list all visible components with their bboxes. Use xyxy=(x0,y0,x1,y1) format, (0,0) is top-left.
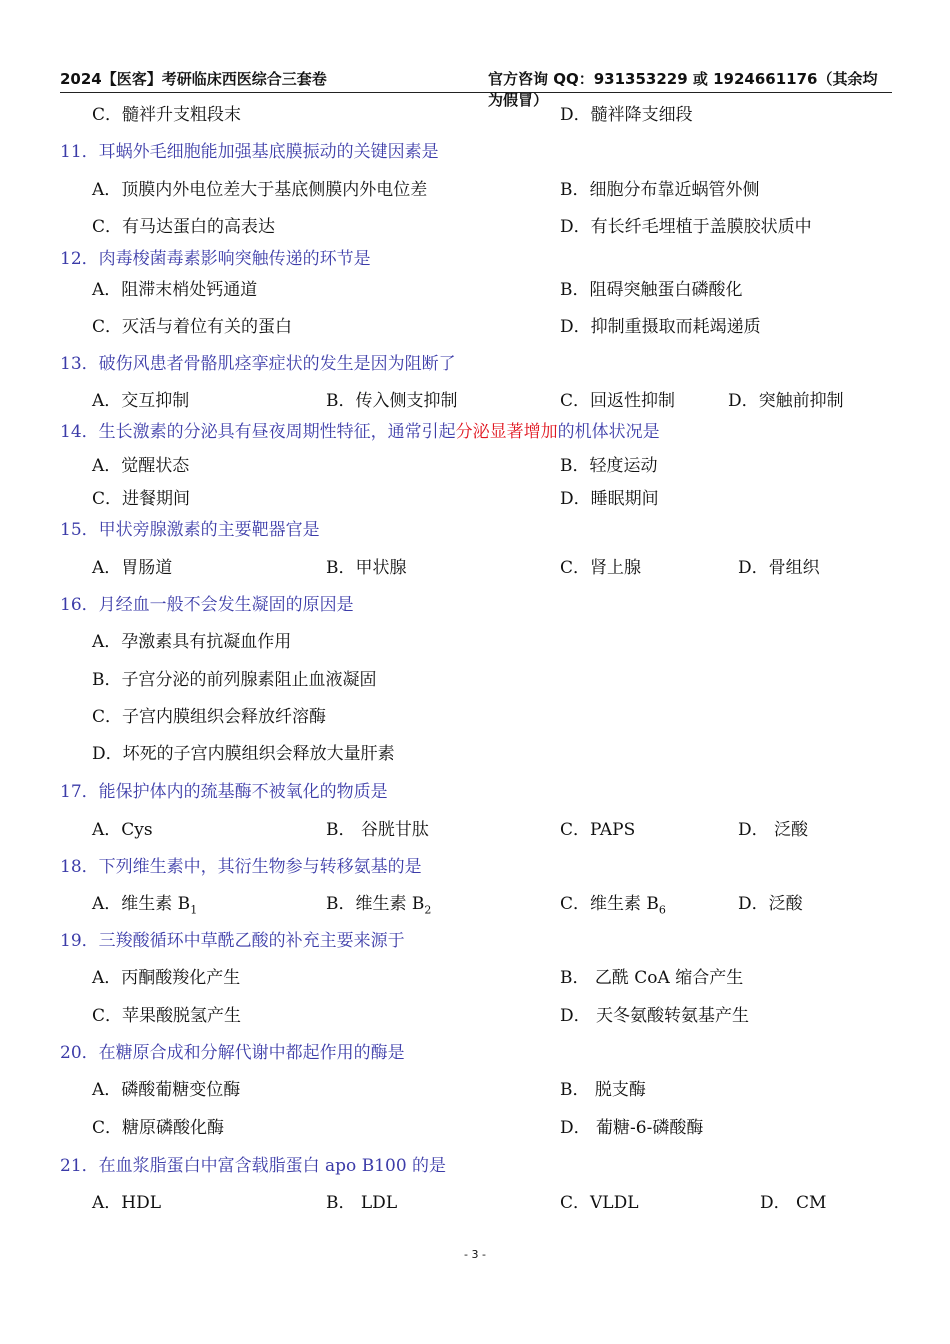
q17-option-c: C．PAPS xyxy=(560,820,636,840)
q14-stem-pre: 14．生长激素的分泌具有昼夜周期性特征，通常引起 xyxy=(60,422,456,442)
q18-option-a-sub: 1 xyxy=(190,903,198,917)
q21-option-b: B． LDL xyxy=(326,1193,398,1213)
q14-stem xyxy=(60,417,660,442)
q15-option-a: A．胃肠道 xyxy=(92,558,173,578)
q15-option-d: D．骨组织 xyxy=(738,558,820,578)
q12-option-a: A．阻滞末梢处钙通道 xyxy=(92,280,258,300)
q15-stem: 15．甲状旁腺激素的主要靶器官是 xyxy=(60,520,320,540)
q14-stem-highlight: 分泌显著增加 xyxy=(455,422,558,442)
q11-option-a: A．顶膜内外电位差大于基底侧膜内外电位差 xyxy=(92,180,428,200)
q15-option-b: B．甲状腺 xyxy=(326,558,407,578)
q21-option-a: A．HDL xyxy=(92,1193,162,1213)
q14-option-b: B．轻度运动 xyxy=(560,456,658,476)
q21-option-c: C．VLDL xyxy=(560,1193,639,1213)
q19-stem: 19．三羧酸循环中草酰乙酸的补充主要来源于 xyxy=(60,931,405,951)
q17-option-b: B． 谷胱甘肽 xyxy=(326,820,429,840)
q13-option-a: A．交互抑制 xyxy=(92,391,190,411)
q12-option-c: C．灭活与着位有关的蛋白 xyxy=(92,317,293,337)
q13-option-d: D．突触前抑制 xyxy=(728,391,844,411)
q14-option-c: C．进餐期间 xyxy=(92,489,191,509)
q13-option-b: B．传入侧支抑制 xyxy=(326,391,458,411)
q11-option-b: B．细胞分布靠近蜗管外侧 xyxy=(560,180,760,200)
q12-option-d: D．抑制重摄取而耗竭递质 xyxy=(560,317,761,337)
q18-option-b xyxy=(326,889,431,916)
page-number: - 3 - xyxy=(464,1248,486,1261)
q11-option-d: D．有长纤毛埋植于盖膜胶状质中 xyxy=(560,217,812,237)
q15-option-c: C．肾上腺 xyxy=(560,558,642,578)
q20-option-d: D． 葡糖-6-磷酸酶 xyxy=(560,1118,704,1138)
q18-option-b-text: B．维生素 B xyxy=(326,894,425,914)
q16-stem: 16．月经血一般不会发生凝固的原因是 xyxy=(60,595,354,615)
q18-option-b-sub: 2 xyxy=(424,903,432,917)
q21-option-d: D． CM xyxy=(760,1193,827,1213)
q14-option-d: D．睡眠期间 xyxy=(560,489,659,509)
q16-option-a: A．孕激素具有抗凝血作用 xyxy=(92,632,292,652)
q17-option-a: A．Cys xyxy=(92,820,153,840)
q20-option-c: C．糖原磷酸化酶 xyxy=(92,1118,225,1138)
q16-option-d: D．坏死的子宫内膜组织会释放大量肝素 xyxy=(92,744,395,764)
q18-option-c-sub: 6 xyxy=(658,903,666,917)
q17-option-d: D． 泛酸 xyxy=(738,820,809,840)
q18-option-c-text: C．维生素 B xyxy=(560,894,659,914)
q19-option-d: D． 天冬氨酸转氨基产生 xyxy=(560,1006,750,1026)
q10-option-d: D．髓袢降支细段 xyxy=(560,105,693,125)
q18-option-c xyxy=(560,889,666,916)
q11-stem: 11．耳蜗外毛细胞能加强基底膜振动的关键因素是 xyxy=(60,142,439,162)
q14-option-a: A．觉醒状态 xyxy=(92,456,190,476)
q11-option-c: C．有马达蛋白的高表达 xyxy=(92,217,276,237)
q19-option-c: C．苹果酸脱氢产生 xyxy=(92,1006,242,1026)
q21-stem: 21．在血浆脂蛋白中富含载脂蛋白 apo B100 的是 xyxy=(60,1156,447,1176)
q20-option-a: A．磷酸葡糖变位酶 xyxy=(92,1080,241,1100)
q16-option-b: B．子宫分泌的前列腺素阻止血液凝固 xyxy=(92,670,377,690)
q16-option-c: C．子宫内膜组织会释放纤溶酶 xyxy=(92,707,327,727)
q20-option-b: B． 脱支酶 xyxy=(560,1080,646,1100)
q12-option-b: B．阻碍突触蛋白磷酸化 xyxy=(560,280,743,300)
q13-stem: 13．破伤风患者骨骼肌痉挛症状的发生是因为阻断了 xyxy=(60,354,456,374)
q17-stem: 17．能保护体内的巯基酶不被氧化的物质是 xyxy=(60,782,388,802)
q20-stem: 20．在糖原合成和分解代谢中都起作用的酶是 xyxy=(60,1043,405,1063)
q19-option-a: A．丙酮酸羧化产生 xyxy=(92,968,241,988)
header-title: 2024【医客】考研临床西医综合三套卷 xyxy=(60,70,327,88)
q18-stem: 18．下列维生素中，其衍生物参与转移氨基的是 xyxy=(60,857,422,877)
q18-option-d: D．泛酸 xyxy=(738,894,803,914)
header-contact: 官方咨询 QQ：931353229 或 1924661176（其余均为假冒） xyxy=(488,70,878,109)
q19-option-b: B． 乙酰 CoA 缩合产生 xyxy=(560,968,744,988)
page-header xyxy=(60,66,892,109)
q13-option-c: C．回返性抑制 xyxy=(560,391,676,411)
q14-stem-post: 的机体状况是 xyxy=(557,422,660,442)
q18-option-a-text: A．维生素 B xyxy=(92,894,191,914)
q10-option-c: C．髓袢升支粗段末 xyxy=(92,105,242,125)
q12-stem: 12．肉毒梭菌毒素影响突触传递的环节是 xyxy=(60,249,371,269)
q18-option-a xyxy=(92,889,197,916)
